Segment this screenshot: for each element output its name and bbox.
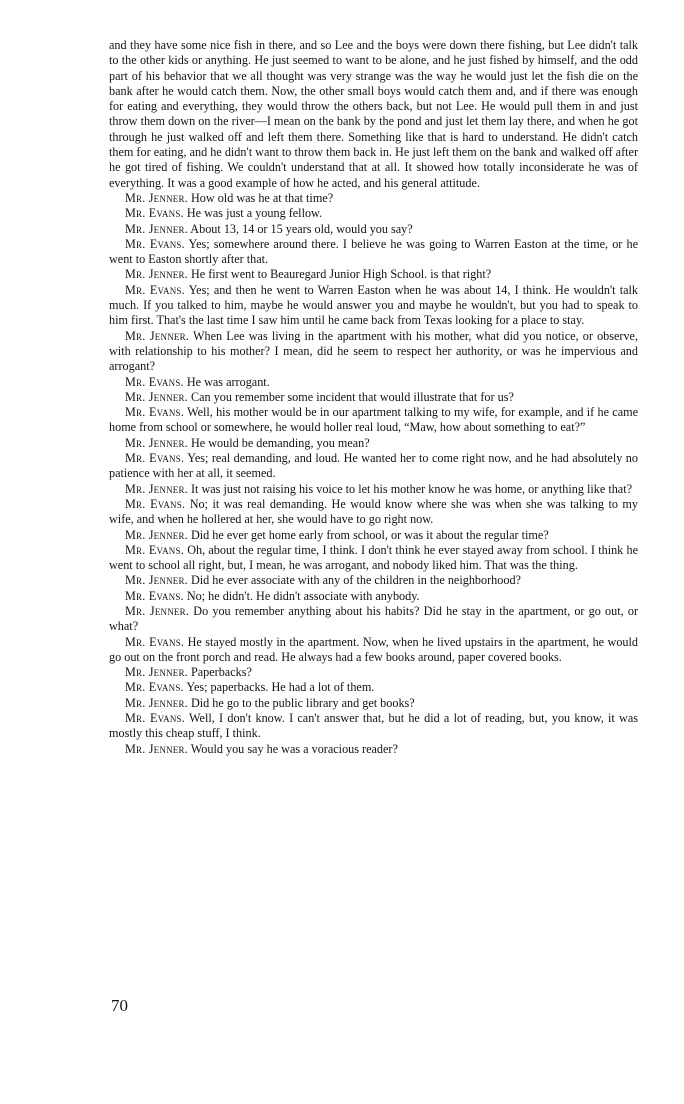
- statement-text: Oh, about the regular time, I think. I don't think he ever stayed away from school. I think he went to school all right, but, I mean, he was arrogant, and nobody liked him. That was the thing.: [109, 542, 638, 573]
- testimony-paragraph: [109, 191, 638, 206]
- statement-text: Yes; real demanding, and loud. He wanted her to come right now, and he had absolutely no patience with her at all, it seemed.: [109, 451, 638, 481]
- speaker-label: Mr. Evans.: [125, 542, 184, 557]
- speaker-label: Mr. Jenner.: [125, 527, 188, 542]
- speaker-label: Mr. Evans.: [125, 496, 186, 511]
- statement-text: He was just a young fellow.: [186, 206, 323, 221]
- page-number: 70: [111, 996, 128, 1015]
- testimony-paragraph: [109, 267, 638, 282]
- statement-text: Yes; and then he went to Warren Easton when he was about 14, I think. He wouldn't talk much. If you talked to him, maybe he would answer you and maybe he wouldn't, but you had to speak to him first. That's the last time I saw him until he came back from Texas looking for a place to stay.: [109, 282, 638, 328]
- statement-text: It was just not raising his voice to let his mother know he was home, or anything like that?: [190, 481, 633, 496]
- testimony-paragraph: [109, 604, 638, 635]
- testimony-paragraph: [109, 665, 638, 680]
- statement-text: Can you remember some incident that would illustrate that for us?: [190, 389, 514, 404]
- statement-text: Did he go to the public library and get books?: [190, 695, 415, 710]
- testimony-paragraph: [109, 451, 638, 482]
- statement-text: Do you remember anything about his habits? Did he stay in the apartment, or go out, or what?: [109, 603, 639, 634]
- testimony-paragraph: [109, 711, 638, 742]
- speaker-label: Mr. Jenner.: [125, 435, 188, 450]
- statement-text: He stayed mostly in the apartment. Now, when he lived upstairs in the apartment, he would go out on the front porch and read. He always had a few books around, paper covered books.: [109, 634, 638, 664]
- testimony-paragraph: [109, 589, 638, 604]
- testimony-paragraph: [109, 206, 638, 221]
- speaker-label: Mr. Jenner.: [125, 328, 190, 343]
- testimony-paragraph: [109, 482, 638, 497]
- testimony-paragraph: [109, 390, 638, 405]
- speaker-label: Mr. Evans.: [125, 405, 184, 420]
- statement-text: Would you say he was a voracious reader?: [190, 741, 398, 756]
- speaker-label: Mr. Jenner.: [125, 695, 188, 710]
- statement-text: Well, his mother would be in our apartment talking to my wife, for example, and if he came home from school or somewhere, he would holler real loud, “Maw, how about something to eat?”: [109, 405, 638, 435]
- speaker-label: Mr. Jenner.: [125, 267, 188, 282]
- statement-text: Did he ever get home early from school, or was it about the regular time?: [190, 527, 549, 542]
- testimony-paragraph: [109, 329, 638, 375]
- testimony-paragraph: [109, 573, 638, 588]
- statement-text: Paperbacks?: [190, 665, 252, 680]
- statement-text: About 13, 14 or 15 years old, would you say?: [190, 221, 413, 236]
- speaker-label: Mr. Evans.: [125, 680, 184, 695]
- speaker-label: Mr. Jenner.: [125, 573, 188, 588]
- speaker-label: Mr. Jenner.: [125, 221, 188, 236]
- speaker-label: Mr. Evans.: [125, 588, 184, 603]
- speaker-label: Mr. Jenner.: [125, 665, 188, 680]
- speaker-label: Mr. Jenner.: [125, 389, 188, 404]
- statement-text: No; he didn't. He didn't associate with anybody.: [186, 588, 420, 603]
- statement-text: Well, I don't know. I can't answer that, but he did a lot of reading, but, you know, it was mostly this cheap stuff, I think.: [109, 711, 638, 741]
- speaker-label: Mr. Jenner.: [125, 481, 188, 496]
- opening-paragraph: and they have some nice fish in there, and so Lee and the boys were down there fishing, but Lee didn't talk to the other kids or anything. He just seemed to want to be alone, and he just fished by himself, and the odd part of his behavior that we all thought was very strange was the way he would just let the fish die on the bank after he would catch them. Now, the other small boys would catch them and, and if there was enough for eating and everything, they would throw the others back, but not Lee. He would pull them in and just throw them down on the river—I mean on the bank by the pond and just let them lay there, and when he got through he just walked off and left them there. Something like that is hard to understand. He didn't catch them for eating, and he didn't want to throw them back in. He just left them on the bank and walked off after he got tired of fishing. We couldn't understand that at all. It showed how totally inconsiderate he was of everything. It was a good example of how he acted, and his general attitude.: [109, 38, 638, 190]
- statement-text: He was arrogant.: [186, 374, 270, 389]
- statement-text: When Lee was living in the apartment with his mother, what did you notice, or observe, with relationship to his mother? I mean, did he seem to respect her authority, or was he impervious and arrogant?: [109, 328, 639, 374]
- testimony-paragraph: [109, 528, 638, 543]
- testimony-paragraph: [109, 696, 638, 711]
- statement-text: Did he ever associate with any of the children in the neighborhood?: [190, 573, 521, 588]
- testimony-paragraph: [109, 635, 638, 666]
- testimony-paragraph: [109, 543, 638, 574]
- statement-text: He first went to Beauregard Junior High School. is that right?: [190, 267, 492, 282]
- testimony-text: [109, 38, 638, 757]
- speaker-label: Mr. Jenner.: [125, 190, 188, 205]
- speaker-label: Mr. Jenner.: [125, 603, 190, 618]
- testimony-paragraph: [109, 742, 638, 757]
- statement-text: Yes; somewhere around there. I believe he was going to Warren Easton at the time, or he went to Easton shortly after that.: [109, 236, 638, 267]
- testimony-paragraph: [109, 283, 638, 329]
- statement-text: He would be demanding, you mean?: [190, 435, 370, 450]
- testimony-paragraph: [109, 375, 638, 390]
- statement-text: How old was he at that time?: [190, 190, 334, 205]
- speaker-label: Mr. Evans.: [125, 374, 184, 389]
- speaker-label: Mr. Evans.: [125, 206, 184, 221]
- speaker-label: Mr. Evans.: [125, 236, 185, 251]
- statement-text: Yes; paperbacks. He had a lot of them.: [186, 680, 375, 695]
- testimony-paragraph: [109, 680, 638, 695]
- speaker-label: Mr. Evans.: [125, 634, 185, 649]
- testimony-paragraph: [109, 436, 638, 451]
- statement-text: No; it was real demanding. He would know where she was when she was talking to my wife, and when he hollered at her, she would have to go right now.: [109, 496, 638, 527]
- testimony-paragraph: [109, 222, 638, 237]
- testimony-paragraph: [109, 237, 638, 268]
- speaker-label: Mr. Jenner.: [125, 741, 188, 756]
- testimony-paragraph: [109, 405, 638, 436]
- speaker-label: Mr. Evans.: [125, 711, 185, 726]
- speaker-label: Mr. Evans.: [125, 282, 185, 297]
- testimony-paragraph: [109, 497, 638, 528]
- speaker-label: Mr. Evans.: [125, 451, 185, 466]
